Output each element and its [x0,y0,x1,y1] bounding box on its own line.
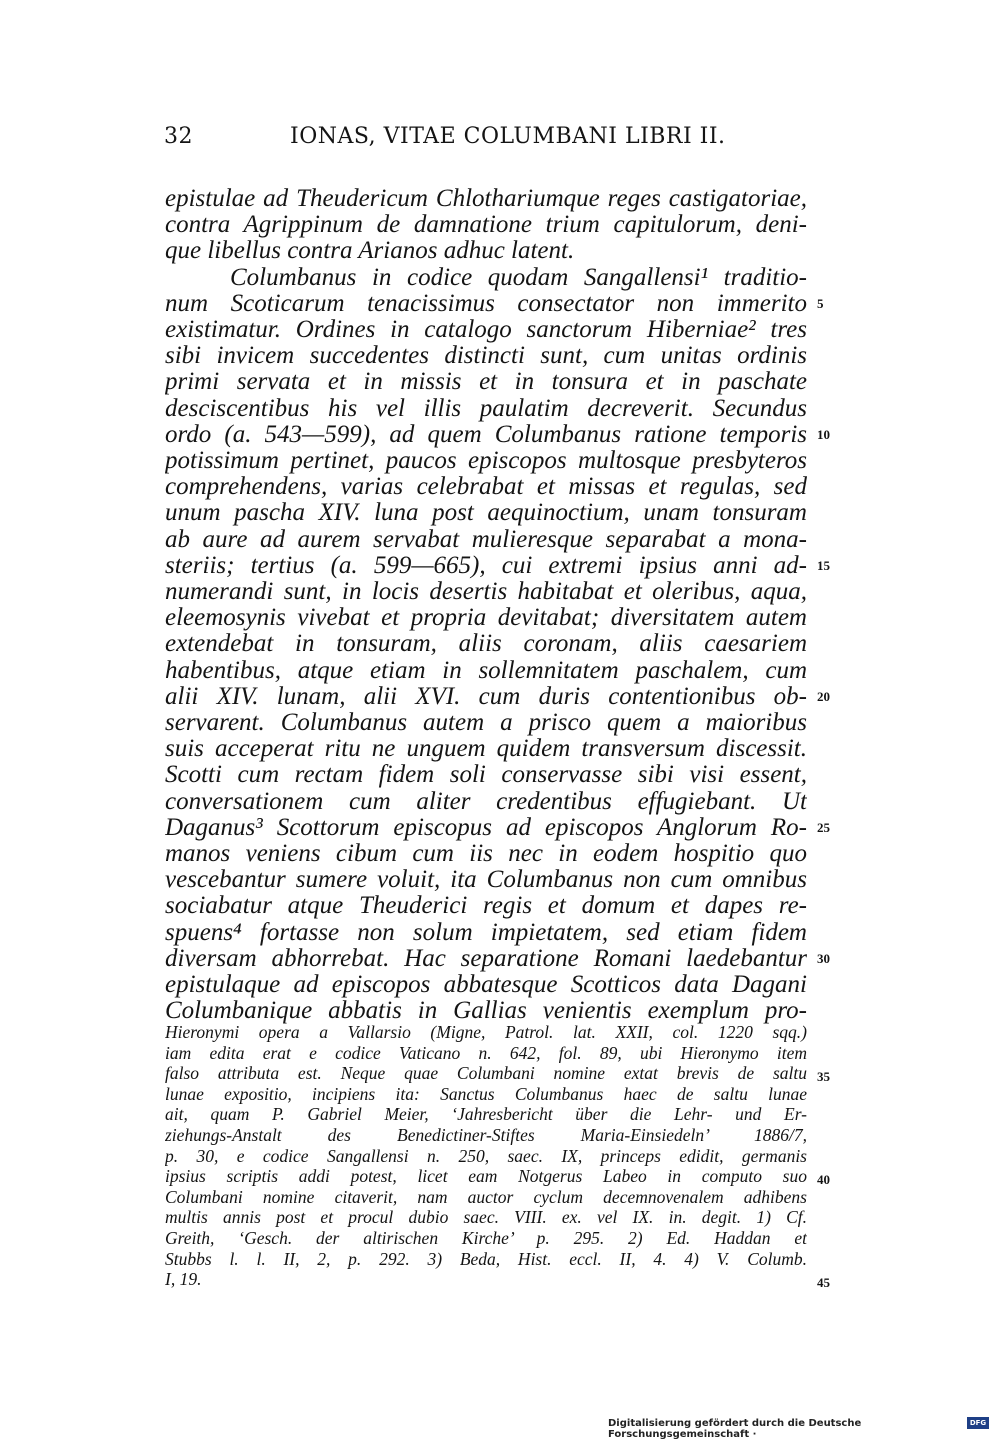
footnote-line: lunae expositio, incipiens ita: Sanctus Columbanus haec de saltu lunae [165,1083,807,1104]
line-number: 15 [817,557,830,573]
body-line: Daganus³ Scottorum episcopus ad episcopos Anglorum Ro- [165,813,807,841]
body-line: que libellus contra Arianos adhuc latent. [165,237,575,265]
line-number: 5 [817,295,824,311]
footnote-line: ait, quam P. Gabriel Meier, ‘Jahresbericht über die Lehr- und Er- [165,1104,807,1125]
body-line: contra Agrippinum de damnatione trium capitulorum, deni- [165,211,807,239]
line-number: 20 [817,688,830,704]
footnote-line: Stubbs l. l. II, 2, p. 292. 3) Beda, Hist. eccl. II, 4. 4) V. Columb. [165,1248,807,1269]
body-line: suis acceperat ritu ne unguem quidem transversum discessit. [165,735,807,763]
line-number: 30 [817,950,830,966]
body-line: diversam abhorrebat. Hac separatione Romani laedebantur [165,944,807,972]
body-line: unum pascha XIV. luna post aequinoctium, unam tonsuram [165,499,807,527]
body-line: vescebantur sumere voluit, ita Columbanus non cum omnibus [165,866,807,894]
body-line: desciscentibus his vel illis paulatim decreverit. Secundus [165,394,807,422]
page-number: 32 [164,124,193,149]
digitization-credit: Digitalisierung gefördert durch die Deutsche Forschungsgemeinschaft · [608,1418,862,1440]
body-line: Scotti cum rectam fidem soli conservasse sibi visi essent, [165,761,807,789]
dfg-logo: DFG [967,1417,989,1429]
line-number: 35 [817,1069,830,1085]
body-line: epistulaque ad episcopos abbatesque Scotticos data Dagani [165,971,807,998]
body-line: epistulae ad Theudericum Chlothariumque reges castigatoriae, [165,185,807,212]
footnote-line: iam edita erat e codice Vaticano n. 642, fol. 89, ubi Hieronymo item [165,1042,807,1063]
body-line: ab aure ad aurem servabat mulieresque separabat a mona- [165,525,807,553]
body-line: spuens⁴ fortasse non solum impietatem, sed etiam fidem [165,918,807,946]
footnote-line: falso attributa est. Neque quae Columbani nomine extat brevis de saltu [165,1063,807,1084]
body-line: conversationem cum aliter credentibus effugiebant. Ut [165,787,807,815]
body-line: sociabatur atque Theuderici regis et domum et dapes re- [165,892,807,920]
footnote-line: ipsius scriptis addi potest, licet eam Notgerus Labeo in computo suo [165,1166,807,1187]
body-line: sibi invicem succedentes distincti sunt, cum unitas ordinis [165,342,807,370]
body-line: eleemosynis vivebat et propria devitabat; diversitatem autem [165,604,807,632]
body-line: Columbanus in codice quodam Sangallensi¹ traditio- [230,263,807,291]
footnote-line: Columbani nomine citaverit, nam auctor cyclum decemnovenalem adhibens [165,1186,807,1207]
footnote-line: multis annis post et procul dubio saec. VIII. ex. vel IX. in. degit. 1) Cf. [165,1207,807,1228]
footnote-line: ziehungs-Anstalt des Benedictiner-Stiftes Maria-Einsiedeln’ 1886/7, [165,1125,807,1145]
line-number: 10 [817,426,830,442]
body-line: alii XIV. lunam, alii XVI. cum duris contentionibus ob- [165,682,807,710]
body-line: numerandi sunt, in locis desertis habitabat et oleribus, aqua, [165,578,807,605]
body-line: comprehendens, varias celebrabat et missas et regulas, sed [165,473,807,501]
body-line: extendebat in tonsuram, aliis coronam, aliis caesariem [165,630,807,658]
body-line: ordo (a. 543—599), ad quem Columbanus ratione temporis [165,420,807,448]
footnote-line: Greith, ‘Gesch. der altirischen Kirche’ p. 295. 2) Ed. Haddan et [165,1228,807,1248]
line-number: 25 [817,819,830,835]
body-line: potissimum pertinet, paucos episcopos multosque presbyteros [165,447,807,474]
body-line: primi servata et in missis et in tonsura et in paschate [165,368,807,396]
footnote-line: I, 19. [165,1269,202,1290]
body-line: steriis; tertius (a. 599—665), cui extremi ipsius anni ad- [165,551,807,579]
running-title: IONAS, VITAE COLUMBANI LIBRI II. [290,124,726,149]
body-line: num Scoticarum tenacissimus consectator non immerito [165,289,807,317]
body-line: habentibus, atque etiam in sollemnitatem paschalem, cum [165,656,807,684]
footnote-line: Hieronymi opera a Vallarsio (Migne, Patrol. lat. XXII, col. 1220 sqq.) [165,1022,807,1042]
body-line: Columbanique abbatis in Gallias venientis exemplum pro- [165,997,807,1025]
body-line: existimatur. Ordines in catalogo sanctorum Hiberniae² tres [165,316,807,343]
line-number: 40 [817,1172,830,1188]
body-line: servarent. Columbanus autem a prisco quem a maioribus [165,709,807,736]
body-line: manos veniens cibum cum iis nec in eodem hospitio quo [165,840,807,867]
footnote-line: p. 30, e codice Sangallensi n. 250, saec. IX, princeps edidit, germanis [165,1145,807,1166]
line-number: 45 [817,1275,830,1291]
